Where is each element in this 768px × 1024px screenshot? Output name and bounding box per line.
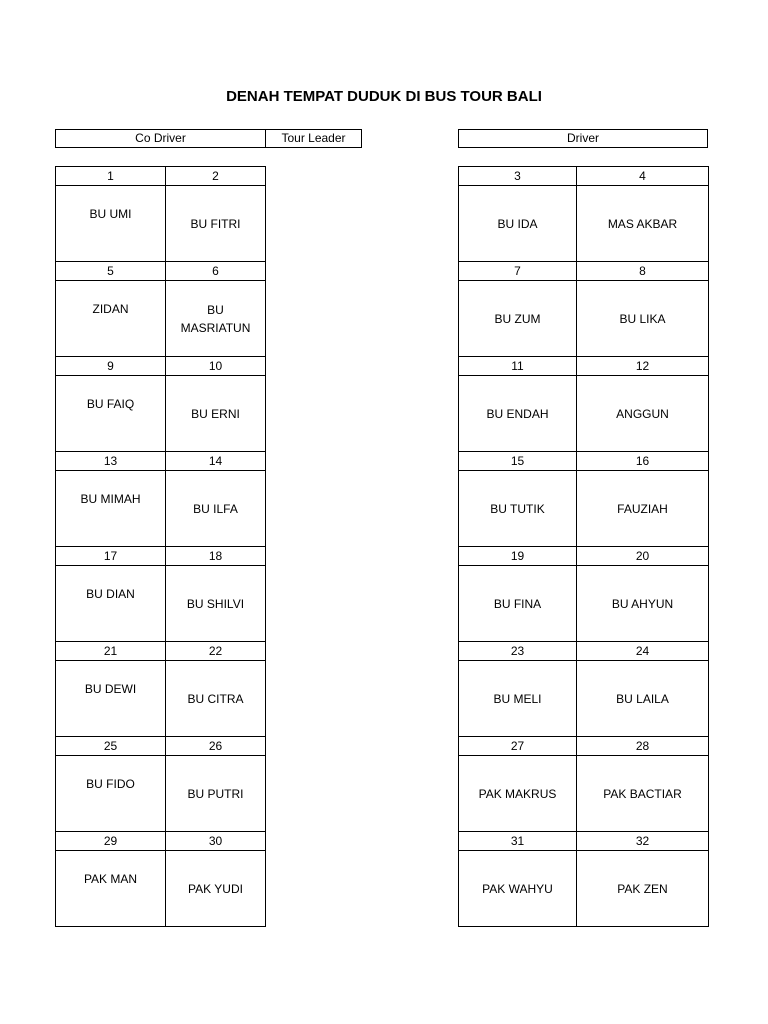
seat-cell [166, 851, 266, 927]
right-seat-name-row [459, 281, 709, 357]
left-seat-number-row [56, 547, 266, 566]
seat-number: 31 [459, 832, 577, 851]
right-seat-name-row [459, 186, 709, 262]
passenger-name: ANGGUN [616, 406, 669, 421]
seat-number: 15 [459, 452, 577, 471]
seat-number: 24 [577, 642, 709, 661]
seat-number: 21 [56, 642, 166, 661]
seat-number: 29 [56, 832, 166, 851]
right-seat-name-row [459, 566, 709, 642]
seat-number: 2 [166, 167, 266, 186]
right-seat-number-row [459, 262, 709, 281]
seat-cell [459, 471, 577, 547]
right-seat-name-row [459, 851, 709, 927]
seat-cell [166, 756, 266, 832]
left-seat-name-row [56, 186, 266, 262]
seat-number: 11 [459, 357, 577, 376]
right-seat-block [458, 166, 709, 927]
passenger-name: BU LIKA [619, 311, 666, 326]
seat-number: 8 [577, 262, 709, 281]
seat-number: 7 [459, 262, 577, 281]
right-seat-table [458, 166, 709, 927]
seat-cell [459, 186, 577, 262]
left-seat-name-row [56, 281, 266, 357]
passenger-name: BU DEWI [84, 681, 137, 696]
seat-cell [577, 471, 709, 547]
seat-number: 1 [56, 167, 166, 186]
seat-cell [56, 376, 166, 452]
seat-cell [459, 281, 577, 357]
seat-number: 19 [459, 547, 577, 566]
left-seat-table [55, 166, 266, 927]
seat-number: 10 [166, 357, 266, 376]
passenger-name: BU CITRA [187, 691, 244, 706]
seat-number: 28 [577, 737, 709, 756]
seat-number: 23 [459, 642, 577, 661]
seat-cell [56, 566, 166, 642]
passenger-name: FAUZIAH [617, 501, 668, 516]
seat-cell [459, 376, 577, 452]
seat-number: 9 [56, 357, 166, 376]
seat-number: 18 [166, 547, 266, 566]
seat-cell [166, 471, 266, 547]
seat-number: 22 [166, 642, 266, 661]
passenger-name: BU FAIQ [86, 396, 135, 411]
seat-number: 14 [166, 452, 266, 471]
driver-header: Driver [458, 129, 708, 148]
seat-cell [166, 661, 266, 737]
passenger-name: BU ERNI [191, 406, 240, 421]
seat-cell [577, 661, 709, 737]
seat-cell [459, 661, 577, 737]
seat-number: 5 [56, 262, 166, 281]
passenger-name: BU PUTRI [187, 786, 244, 801]
right-seat-number-row [459, 642, 709, 661]
passenger-name: BU FIDO [86, 776, 135, 791]
tour-leader-header: Tour Leader [265, 129, 362, 148]
passenger-name: BU MIMAH [80, 491, 141, 506]
seat-number: 16 [577, 452, 709, 471]
passenger-name: BU TUTIK [490, 501, 545, 516]
left-seat-number-row [56, 452, 266, 471]
passenger-name: PAK MAKRUS [478, 786, 557, 801]
passenger-name: ZIDAN [92, 301, 129, 316]
left-seat-number-row [56, 167, 266, 186]
left-seat-number-row [56, 737, 266, 756]
passenger-name: MAS AKBAR [607, 216, 678, 231]
seat-cell [56, 186, 166, 262]
right-seat-number-row [459, 357, 709, 376]
seat-cell [459, 756, 577, 832]
seat-cell [56, 756, 166, 832]
right-seat-name-row [459, 661, 709, 737]
right-seat-number-row [459, 547, 709, 566]
page-title: DENAH TEMPAT DUDUK DI BUS TOUR BALI [226, 88, 542, 105]
passenger-name: PAK YUDI [188, 881, 243, 896]
seat-cell [166, 376, 266, 452]
passenger-name: BU MASRIATUN [180, 302, 251, 335]
seat-number: 3 [459, 167, 577, 186]
passenger-name: BU ZUM [494, 311, 541, 326]
seat-number: 20 [577, 547, 709, 566]
right-seat-number-row [459, 832, 709, 851]
seat-cell [577, 186, 709, 262]
seat-cell [56, 851, 166, 927]
seat-number: 6 [166, 262, 266, 281]
seat-cell [459, 566, 577, 642]
passenger-name: PAK WAHYU [482, 881, 553, 896]
seat-number: 13 [56, 452, 166, 471]
passenger-name: BU IDA [497, 216, 538, 231]
passenger-name: BU UMI [89, 206, 132, 221]
right-seat-number-row [459, 452, 709, 471]
left-seat-number-row [56, 262, 266, 281]
passenger-name: BU AHYUN [611, 596, 674, 611]
left-seat-number-row [56, 357, 266, 376]
seat-cell [577, 851, 709, 927]
seat-cell [577, 756, 709, 832]
seat-cell [166, 281, 266, 357]
left-seat-name-row [56, 661, 266, 737]
right-seat-number-row [459, 167, 709, 186]
left-seat-number-row [56, 832, 266, 851]
seat-cell [459, 851, 577, 927]
seat-number: 32 [577, 832, 709, 851]
seat-cell [56, 661, 166, 737]
left-seat-name-row [56, 471, 266, 547]
seat-number: 25 [56, 737, 166, 756]
seat-number: 4 [577, 167, 709, 186]
seat-cell [577, 376, 709, 452]
seat-cell [56, 471, 166, 547]
seat-number: 26 [166, 737, 266, 756]
seat-cell [56, 281, 166, 357]
passenger-name: BU ENDAH [486, 406, 549, 421]
seat-number: 12 [577, 357, 709, 376]
left-seat-name-row [56, 566, 266, 642]
right-seat-name-row [459, 756, 709, 832]
passenger-name: BU FITRI [190, 216, 241, 231]
left-seat-block [55, 166, 266, 927]
passenger-name: BU SHILVI [186, 596, 245, 611]
passenger-name: PAK MAN [83, 871, 138, 886]
seat-cell [166, 186, 266, 262]
seat-number: 27 [459, 737, 577, 756]
passenger-name: PAK BACTIAR [603, 786, 682, 801]
right-seat-number-row [459, 737, 709, 756]
left-seat-name-row [56, 851, 266, 927]
seat-number: 17 [56, 547, 166, 566]
left-seat-name-row [56, 756, 266, 832]
seat-cell [577, 281, 709, 357]
seat-number: 30 [166, 832, 266, 851]
passenger-name: BU MELI [493, 691, 542, 706]
passenger-name: BU LAILA [616, 691, 669, 706]
right-seat-name-row [459, 376, 709, 452]
passenger-name: BU ILFA [193, 501, 238, 516]
seat-cell [577, 566, 709, 642]
right-seat-name-row [459, 471, 709, 547]
left-seat-number-row [56, 642, 266, 661]
left-seat-name-row [56, 376, 266, 452]
co-driver-header: Co Driver [55, 129, 266, 148]
passenger-name: BU DIAN [86, 586, 135, 601]
passenger-name: BU FINA [493, 596, 542, 611]
seat-cell [166, 566, 266, 642]
passenger-name: PAK ZEN [617, 881, 668, 896]
